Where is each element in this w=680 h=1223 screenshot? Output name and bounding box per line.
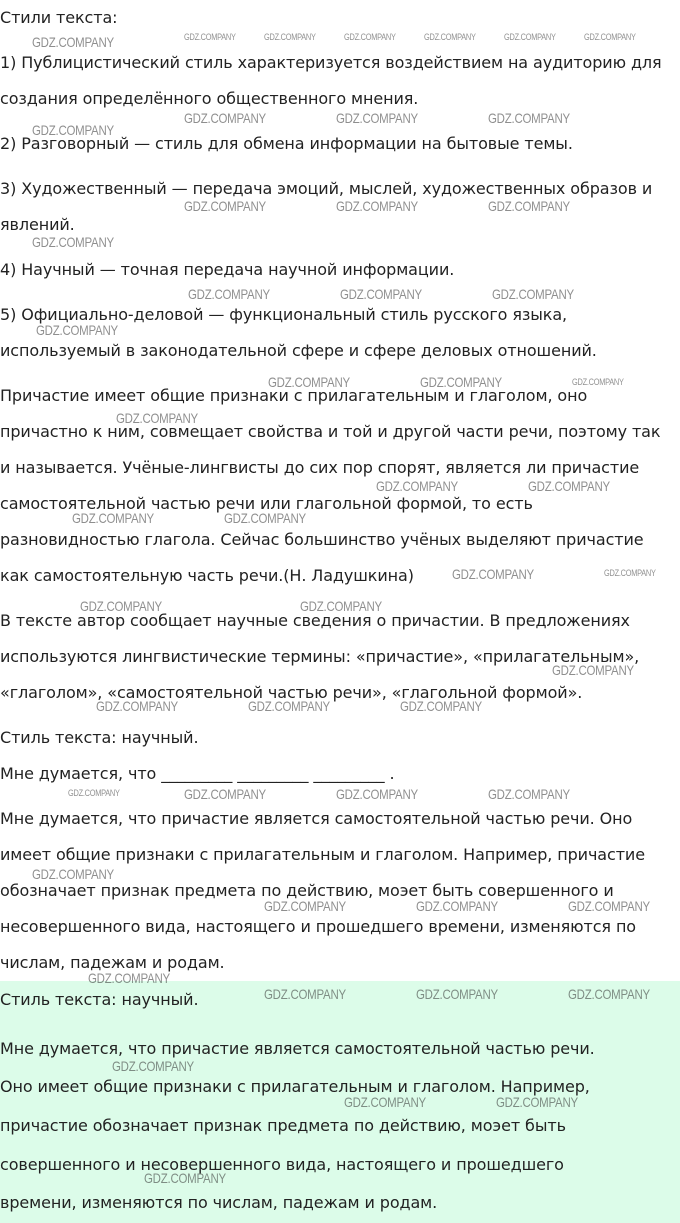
watermark: GDZ.COMPANY <box>336 110 418 126</box>
source-text-line: причастно к ним, совмещает свойства и той и другой части речи, поэтому так <box>0 422 661 441</box>
watermark: GDZ.COMPANY <box>80 598 162 614</box>
watermark: GDZ.COMPANY <box>336 786 418 802</box>
watermark: GDZ.COMPANY <box>184 110 266 126</box>
watermark: GDZ.COMPANY <box>584 32 636 42</box>
watermark: GDZ.COMPANY <box>492 286 574 302</box>
watermark: GDZ.COMPANY <box>300 598 382 614</box>
watermark: GDZ.COMPANY <box>340 286 422 302</box>
watermark: GDZ.COMPANY <box>36 322 118 338</box>
answer-style-label: Стиль текста: научный. <box>0 990 199 1009</box>
opinion-text-line: несовершенного вида, настоящего и прошедшего времени, изменяются по <box>0 917 636 936</box>
watermark: GDZ.COMPANY <box>604 568 656 578</box>
watermark: GDZ.COMPANY <box>488 198 570 214</box>
opinion-text-line: обозначает признак предмета по действию, моэет быть совершенного и <box>0 881 614 900</box>
highlighted-answer-block <box>0 981 680 1223</box>
watermark: GDZ.COMPANY <box>184 786 266 802</box>
style-item-publicistic-cont: создания определённого общественного мнения. <box>0 89 419 108</box>
source-text-line: Причастие имеет общие признаки с прилагательным и глаголом, оно <box>0 386 588 405</box>
watermark: GDZ.COMPANY <box>528 478 610 494</box>
watermark: GDZ.COMPANY <box>344 1094 426 1110</box>
watermark: GDZ.COMPANY <box>224 510 306 526</box>
answer-text-line: Оно имеет общие признаки с прилагательным и глаголом. Например, <box>0 1077 590 1096</box>
watermark: GDZ.COMPANY <box>88 970 170 986</box>
source-text-line: как самостоятельную часть речи.(Н. Ладушкина) <box>0 566 414 585</box>
watermark: GDZ.COMPANY <box>336 198 418 214</box>
watermark: GDZ.COMPANY <box>264 32 316 42</box>
styles-heading: Стили текста: <box>0 8 118 27</box>
watermark: GDZ.COMPANY <box>452 566 534 582</box>
watermark: GDZ.COMPANY <box>32 122 114 138</box>
watermark: GDZ.COMPANY <box>248 698 330 714</box>
watermark: GDZ.COMPANY <box>552 662 634 678</box>
watermark: GDZ.COMPANY <box>416 898 498 914</box>
watermark: GDZ.COMPANY <box>264 986 346 1002</box>
watermark: GDZ.COMPANY <box>488 786 570 802</box>
template-sentence: Мне думается, что _________ _________ _________ . <box>0 764 395 783</box>
answer-text-line: Мне думается, что причастие является самостоятельной частью речи. <box>0 1039 595 1058</box>
watermark: GDZ.COMPANY <box>376 478 458 494</box>
watermark: GDZ.COMPANY <box>184 32 236 42</box>
style-item-artistic-cont: явлений. <box>0 215 75 234</box>
watermark: GDZ.COMPANY <box>32 234 114 250</box>
watermark: GDZ.COMPANY <box>116 410 198 426</box>
watermark: GDZ.COMPANY <box>188 286 270 302</box>
watermark: GDZ.COMPANY <box>568 898 650 914</box>
watermark: GDZ.COMPANY <box>268 374 350 390</box>
watermark: GDZ.COMPANY <box>420 374 502 390</box>
watermark: GDZ.COMPANY <box>416 986 498 1002</box>
opinion-text-line: числам, падежам и родам. <box>0 953 225 972</box>
watermark: GDZ.COMPANY <box>504 32 556 42</box>
watermark: GDZ.COMPANY <box>344 32 396 42</box>
text-style-label: Стиль текста: научный. <box>0 728 199 747</box>
watermark: GDZ.COMPANY <box>112 1058 194 1074</box>
watermark: GDZ.COMPANY <box>264 898 346 914</box>
watermark: GDZ.COMPANY <box>68 788 120 798</box>
watermark: GDZ.COMPANY <box>496 1094 578 1110</box>
style-item-artistic: 3) Художественный — передача эмоций, мыслей, художественных образов и <box>0 179 653 198</box>
watermark: GDZ.COMPANY <box>400 698 482 714</box>
watermark: GDZ.COMPANY <box>488 110 570 126</box>
analysis-text-line: В тексте автор сообщает научные сведения о причастии. В предложениях <box>0 611 630 630</box>
answer-text-line: совершенного и несовершенного вида, настоящего и прошедшего <box>0 1155 564 1174</box>
watermark: GDZ.COMPANY <box>96 698 178 714</box>
style-item-official: 5) Официально-деловой — функциональный стиль русского языка, <box>0 305 568 324</box>
answer-text-line: времени, изменяются по числам, падежам и родам. <box>0 1193 438 1212</box>
watermark: GDZ.COMPANY <box>144 1170 226 1186</box>
opinion-text-line: имеет общие признаки с прилагательным и глаголом. Например, причастие <box>0 845 645 864</box>
analysis-text-line: «глаголом», «самостоятельной частью речи», «глагольной формой». <box>0 683 583 702</box>
source-text-line: самостоятельной частью речи или глагольной формой, то есть <box>0 494 533 513</box>
analysis-text-line: используются лингвистические термины: «причастие», «прилагательным», <box>0 647 640 666</box>
answer-text-line: причастие обозначает признак предмета по действию, моэет быть <box>0 1116 566 1135</box>
source-text-line: разновидностью глагола. Сейчас большинство учёных выделяют причастие <box>0 530 644 549</box>
watermark: GDZ.COMPANY <box>32 866 114 882</box>
watermark: GDZ.COMPANY <box>424 32 476 42</box>
watermark: GDZ.COMPANY <box>572 377 624 387</box>
opinion-text-line: Мне думается, что причастие является самостоятельной частью речи. Оно <box>0 809 633 828</box>
watermark: GDZ.COMPANY <box>568 986 650 1002</box>
style-item-scientific: 4) Научный — точная передача научной информации. <box>0 260 455 279</box>
style-item-colloquial: 2) Разговорный — стиль для обмена информации на бытовые темы. <box>0 134 573 153</box>
style-item-official-cont: используемый в законодательной сфере и сфере деловых отношений. <box>0 341 597 360</box>
watermark: GDZ.COMPANY <box>184 198 266 214</box>
style-item-publicistic: 1) Публицистический стиль характеризуется воздействием на аудиторию для <box>0 53 662 72</box>
watermark: GDZ.COMPANY <box>32 34 114 50</box>
watermark: GDZ.COMPANY <box>72 510 154 526</box>
source-text-line: и называется. Учёные-лингвисты до сих пор спорят, является ли причастие <box>0 458 640 477</box>
